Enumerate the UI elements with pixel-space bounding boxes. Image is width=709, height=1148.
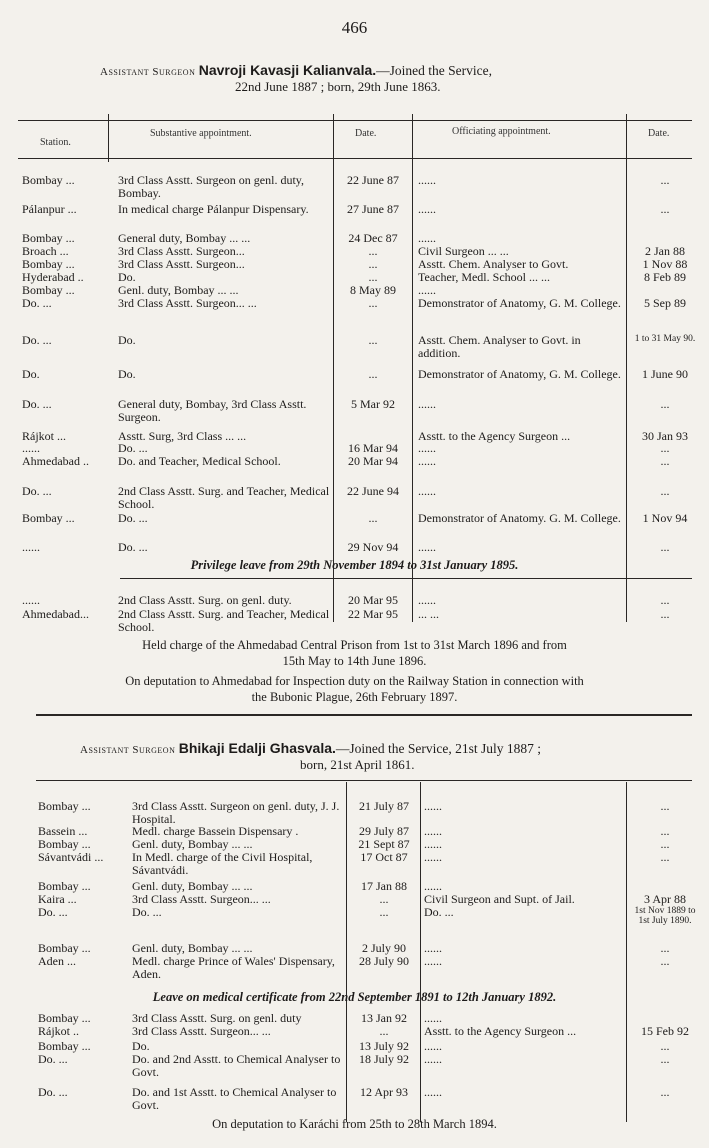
officer2-leave-note: Leave on medical certificate from 22nd September 1891 to 12th January 1892. <box>152 990 557 1004</box>
cell-appointment: Do. ... <box>118 540 148 554</box>
cell-station: Broach ... <box>22 244 69 258</box>
cell-date: 12 Apr 93 <box>360 1085 408 1099</box>
cell-station: Bombay ... <box>38 799 91 813</box>
cell-station: Do. ... <box>38 905 68 919</box>
cell-appointment: 2nd Class Asstt. Surg. on genl. duty. <box>118 593 292 607</box>
cell-off-date: ... <box>660 441 670 455</box>
cell-station: Ahmedabad .. <box>22 454 89 468</box>
cell-officiating: Teacher, Medl. School ... ... <box>418 270 550 284</box>
cell-date: ... <box>379 905 389 919</box>
cell-off-date: 5 Sep 89 <box>644 296 686 310</box>
cell-off-date: ... <box>660 454 670 468</box>
cell-officiating: Demonstrator of Anatomy. G. M. College. <box>418 511 621 525</box>
cell-date: 16 Mar 94 <box>348 441 398 455</box>
officer2-name: Bhikaji Edalji Ghasvala. <box>178 740 336 756</box>
table2-col-rule <box>626 782 627 1122</box>
cell-date: ... <box>368 367 378 381</box>
cell-appointment: Do. ... <box>118 511 148 525</box>
cell-date: 29 July 87 <box>358 824 409 838</box>
cell-station: Bombay ... <box>38 941 91 955</box>
cell-officiating: ...... <box>424 1011 442 1025</box>
cell-officiating: ...... <box>424 879 442 893</box>
cell-date: ... <box>368 511 378 525</box>
cell-appointment: Do. <box>118 367 136 381</box>
cell-appointment: 3rd Class Asstt. Surgeon on genl. duty, Bombay. <box>118 173 305 200</box>
officer2-heading <box>80 740 541 757</box>
cell-appointment: 3rd Class Asstt. Surgeon... <box>118 244 245 258</box>
cell-off-date: ... <box>660 202 670 216</box>
officer1-details-1: —Joined the Service, <box>376 63 493 78</box>
cell-officiating: ...... <box>418 593 436 607</box>
cell-date: ... <box>379 892 389 906</box>
cell-appointment: 3rd Class Asstt. Surgeon... ... <box>132 892 271 906</box>
col-officiating: Officiating appointment. <box>452 126 551 137</box>
cell-off-date: ... <box>660 799 670 813</box>
cell-officiating: Demonstrator of Anatomy, G. M. College. <box>418 367 621 381</box>
page-number: 466 <box>341 18 368 37</box>
cell-station: Bassein ... <box>38 824 88 838</box>
cell-date: 27 June 87 <box>347 202 399 216</box>
cell-date: ... <box>368 270 378 284</box>
officer2-details-1: —Joined the Service, 21st July 1887 ; <box>335 741 542 756</box>
cell-officiating: ...... <box>424 941 442 955</box>
table1-col-rule <box>108 114 109 162</box>
officer1-details-2: 22nd June 1887 ; born, 29th June 1863. <box>235 79 441 94</box>
cell-officiating: Asstt. Chem. Analyser to Govt. <box>418 257 569 271</box>
cell-station: Do. <box>22 367 40 381</box>
cell-officiating: ...... <box>424 824 442 838</box>
col-date: Date. <box>355 128 377 139</box>
cell-officiating: Demonstrator of Anatomy, G. M. College. <box>418 296 621 310</box>
cell-date: ... <box>368 296 378 310</box>
cell-appointment: Genl. duty, Bombay ... ... <box>132 879 253 893</box>
cell-officiating: ...... <box>424 1085 442 1099</box>
cell-off-date: ... <box>660 837 670 851</box>
cell-station: Do. ... <box>22 296 52 310</box>
cell-date: 18 July 92 <box>358 1052 409 1066</box>
table1-top-rule <box>18 120 692 121</box>
cell-station: Do. ... <box>38 1052 68 1066</box>
cell-station: Do. ... <box>22 397 52 411</box>
cell-station: Do. ... <box>22 333 52 347</box>
officer1-heading <box>100 62 492 79</box>
cell-off-date: ... <box>660 941 670 955</box>
table1-col-rule <box>412 114 413 622</box>
cell-appointment: Genl. duty, Bombay ... ... <box>118 283 239 297</box>
officer2-note1: On deputation to Karáchi from 25th to 28th March 1894. <box>212 1117 497 1131</box>
officer1-name: Navroji Kavasji Kalianvala. <box>198 62 377 78</box>
cell-off-date: ... <box>660 1052 670 1066</box>
cell-date: 13 July 92 <box>358 1039 409 1053</box>
officer2-details-2: born, 21st April 1861. <box>300 757 415 772</box>
cell-officiating: ...... <box>418 454 436 468</box>
cell-station: Bombay ... <box>38 879 91 893</box>
cell-station: Do. ... <box>22 484 52 498</box>
table2-col-rule <box>346 782 347 1122</box>
cell-date: 28 July 90 <box>358 954 409 968</box>
cell-date: 21 July 87 <box>358 799 409 813</box>
cell-appointment: 3rd Class Asstt. Surgeon on genl. duty, J. J. Hospital. <box>132 799 340 826</box>
cell-officiating: ...... <box>418 202 436 216</box>
cell-date: 5 Mar 92 <box>351 397 395 411</box>
cell-date: 8 May 89 <box>350 283 396 297</box>
cell-appointment: Do. <box>132 1039 150 1053</box>
cell-appointment: Medl. charge Prince of Wales' Dispensary, Aden. <box>132 954 335 981</box>
cell-station: Bombay ... <box>22 173 75 187</box>
cell-off-date: ... <box>660 173 670 187</box>
cell-off-date: ... <box>660 1085 670 1099</box>
cell-station: Ahmedabad... <box>22 607 89 621</box>
cell-officiating: ... ... <box>418 607 439 621</box>
cell-off-date: ... <box>660 607 670 621</box>
table1-header-rule <box>18 158 692 159</box>
cell-officiating: ...... <box>418 540 436 554</box>
officer1-rank: Assistant Surgeon <box>100 66 196 78</box>
cell-station: ...... <box>22 593 40 607</box>
table1-col-rule <box>626 114 627 622</box>
cell-appointment: 2nd Class Asstt. Surg. and Teacher, Medical School. <box>118 484 330 511</box>
cell-officiating: Asstt. to the Agency Surgeon ... <box>424 1024 577 1038</box>
cell-station: Bombay ... <box>38 837 91 851</box>
cell-appointment: Asstt. Surg, 3rd Class ... ... <box>118 429 247 443</box>
cell-officiating: ...... <box>418 283 436 297</box>
cell-officiating: ...... <box>418 173 436 187</box>
section-divider <box>36 714 692 716</box>
officer1-note2-line1: On deputation to Ahmedabad for Inspection duty on the Railway Station in connection with <box>125 674 584 688</box>
cell-station: Kaira ... <box>38 892 77 906</box>
cell-appointment: 3rd Class Asstt. Surgeon... ... <box>118 296 257 310</box>
cell-appointment: Do. and Teacher, Medical School. <box>118 454 281 468</box>
col-station: Station. <box>40 137 71 148</box>
cell-date: 17 Oct 87 <box>360 850 408 864</box>
cell-appointment: Do. <box>118 270 136 284</box>
cell-date: ... <box>368 257 378 271</box>
officer1-note2-line2: the Bubonic Plague, 26th February 1897. <box>251 690 458 704</box>
cell-officiating: ...... <box>418 484 436 498</box>
col-date2: Date. <box>648 128 670 139</box>
table1-col-rule <box>333 114 334 622</box>
cell-off-date: 30 Jan 93 <box>642 429 688 443</box>
cell-station: ...... <box>22 441 40 455</box>
cell-appointment: In Medl. charge of the Civil Hospital, Sávantvádi. <box>132 850 313 877</box>
cell-off-date: ... <box>660 954 670 968</box>
cell-officiating: ...... <box>418 231 436 245</box>
cell-off-date: ... <box>660 824 670 838</box>
cell-date: 22 June 87 <box>347 173 399 187</box>
cell-date: ... <box>368 244 378 258</box>
cell-officiating: ...... <box>424 799 442 813</box>
officer1-note1-line2: 15th May to 14th June 1896. <box>282 654 427 668</box>
table2-col-rule <box>420 782 421 1122</box>
cell-date: 20 Mar 94 <box>348 454 398 468</box>
cell-station: ...... <box>22 540 40 554</box>
cell-date: ... <box>368 333 378 347</box>
cell-appointment: Genl. duty, Bombay ... ... <box>132 941 253 955</box>
cell-off-date: 1 Nov 88 <box>642 257 688 271</box>
cell-station: Bombay ... <box>38 1011 91 1025</box>
cell-appointment: Do. ... <box>132 905 162 919</box>
cell-station: Bombay ... <box>22 231 75 245</box>
cell-station: Hyderabad .. <box>22 270 84 284</box>
cell-station: Pálanpur ... <box>22 202 77 216</box>
cell-date: 2 July 90 <box>361 941 406 955</box>
cell-station: Bombay ... <box>22 257 75 271</box>
leave-rule <box>120 578 692 579</box>
cell-appointment: Do. ... <box>118 441 148 455</box>
cell-off-date: 1st Nov 1889 to 1st July 1890. <box>634 906 696 926</box>
cell-officiating: ...... <box>418 441 436 455</box>
cell-station: Bombay ... <box>22 283 75 297</box>
cell-officiating: ...... <box>424 837 442 851</box>
cell-date: 21 Sept 87 <box>358 837 410 851</box>
cell-officiating: Asstt. Chem. Analyser to Govt. in addition. <box>418 333 581 360</box>
cell-officiating: ...... <box>424 1052 442 1066</box>
col-substantive: Substantive appointment. <box>150 128 252 139</box>
cell-station: Bombay ... <box>38 1039 91 1053</box>
cell-officiating: Asstt. to the Agency Surgeon ... <box>418 429 571 443</box>
cell-off-date: 1 to 31 May 90. <box>634 334 696 344</box>
cell-off-date: ... <box>660 540 670 554</box>
cell-date: 24 Dec 87 <box>348 231 398 245</box>
cell-station: Aden ... <box>38 954 76 968</box>
cell-appointment: Do. <box>118 333 136 347</box>
cell-station: Sávantvádi ... <box>38 850 104 864</box>
cell-off-date: 1 Nov 94 <box>642 511 688 525</box>
cell-off-date: ... <box>660 1039 670 1053</box>
cell-appointment: 3rd Class Asstt. Surgeon... <box>118 257 245 271</box>
cell-date: 13 Jan 92 <box>361 1011 407 1025</box>
cell-appointment: Do. and 2nd Asstt. to Chemical Analyser to Govt. <box>132 1052 341 1079</box>
cell-station: Do. ... <box>38 1085 68 1099</box>
cell-appointment: 3rd Class Asstt. Surg. on genl. duty <box>132 1011 302 1025</box>
officer1-note1-line1: Held charge of the Ahmedabad Central Prison from 1st to 31st March 1896 and from <box>142 638 567 652</box>
officer2-rank: Assistant Surgeon <box>80 744 176 756</box>
cell-appointment: General duty, Bombay ... ... <box>118 231 251 245</box>
cell-date: 22 June 94 <box>347 484 399 498</box>
cell-officiating: Civil Surgeon and Supt. of Jail. <box>424 892 575 906</box>
officer1-leave-note: Privilege leave from 29th November 1894 to 31st January 1895. <box>190 558 519 572</box>
cell-officiating: Civil Surgeon ... ... <box>418 244 509 258</box>
cell-station: Rájkot ... <box>22 429 66 443</box>
cell-appointment: General duty, Bombay, 3rd Class Asstt. Surgeon. <box>118 397 307 424</box>
cell-appointment: 2nd Class Asstt. Surg. and Teacher, Medical School. <box>118 607 330 634</box>
cell-appointment: Medl. charge Bassein Dispensary . <box>132 824 299 838</box>
cell-off-date: 2 Jan 88 <box>645 244 685 258</box>
cell-appointment: Genl. duty, Bombay ... ... <box>132 837 253 851</box>
cell-date: 20 Mar 95 <box>348 593 398 607</box>
cell-officiating: ...... <box>424 850 442 864</box>
cell-date: 22 Mar 95 <box>348 607 398 621</box>
cell-off-date: ... <box>660 484 670 498</box>
cell-appointment: Do. and 1st Asstt. to Chemical Analyser to Govt. <box>132 1085 337 1112</box>
cell-appointment: 3rd Class Asstt. Surgeon... ... <box>132 1024 271 1038</box>
cell-appointment: In medical charge Pálanpur Dispensary. <box>118 202 309 216</box>
cell-off-date: 3 Apr 88 <box>644 892 686 906</box>
cell-officiating: ...... <box>418 397 436 411</box>
cell-off-date: ... <box>660 850 670 864</box>
cell-off-date: ... <box>660 397 670 411</box>
cell-date: 17 Jan 88 <box>361 879 407 893</box>
cell-off-date: 15 Feb 92 <box>641 1024 689 1038</box>
cell-station: Bombay ... <box>22 511 75 525</box>
cell-off-date: ... <box>660 593 670 607</box>
table2-top-rule <box>36 780 692 781</box>
cell-officiating: ...... <box>424 1039 442 1053</box>
cell-officiating: ...... <box>424 954 442 968</box>
cell-off-date: 8 Feb 89 <box>644 270 686 284</box>
cell-station: Rájkot .. <box>38 1024 79 1038</box>
cell-off-date: 1 June 90 <box>642 367 688 381</box>
cell-date: 29 Nov 94 <box>347 540 399 554</box>
cell-officiating: Do. ... <box>424 905 454 919</box>
cell-date: ... <box>379 1024 389 1038</box>
